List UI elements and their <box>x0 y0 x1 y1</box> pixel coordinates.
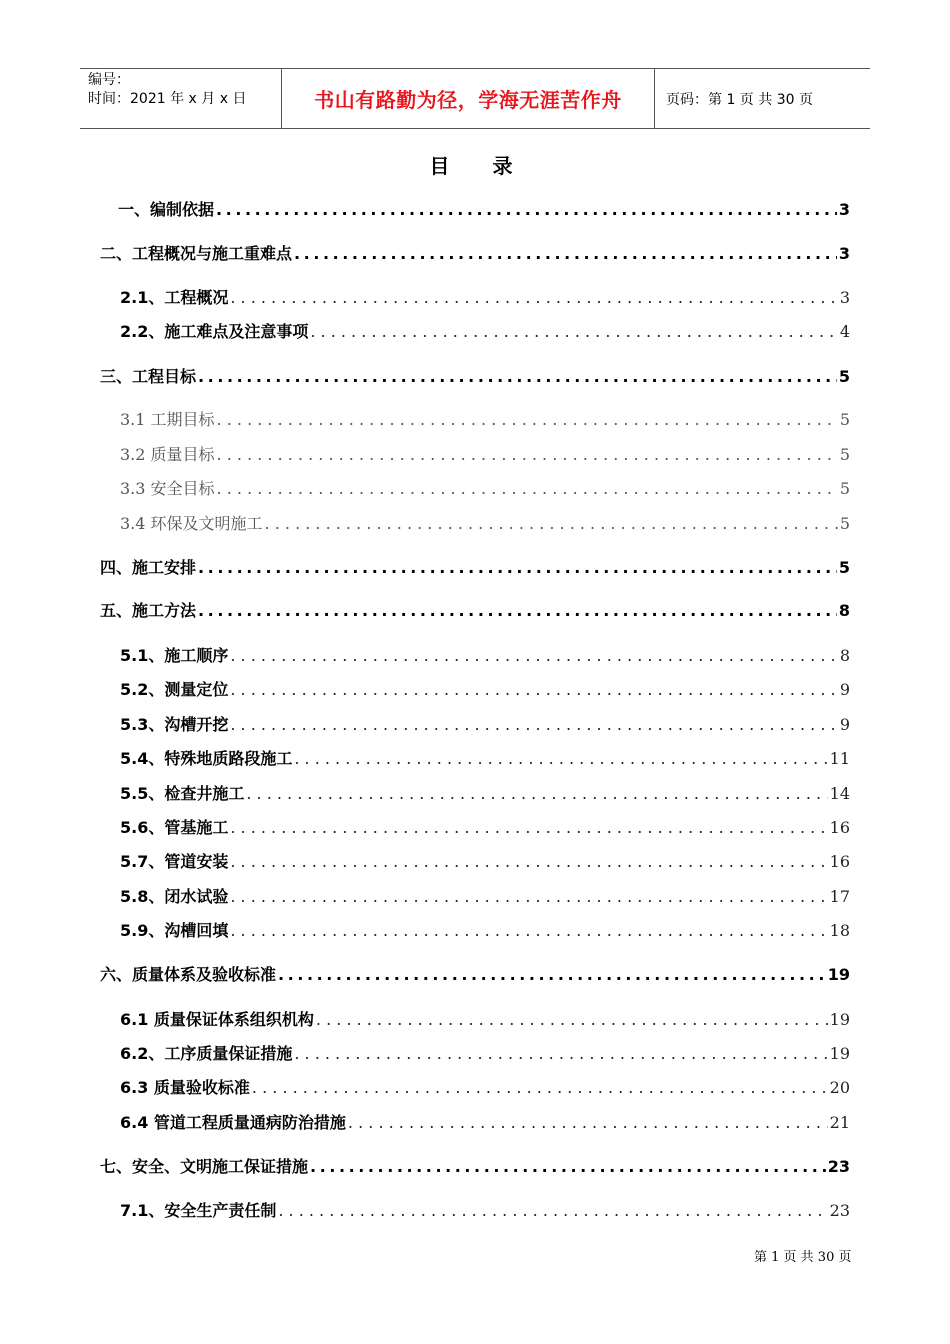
toc-entry[interactable] <box>120 919 850 943</box>
toc-leader <box>246 782 827 806</box>
toc-entry-page: 11 <box>829 749 850 768</box>
toc-entry[interactable] <box>120 1008 850 1032</box>
toc-entry[interactable] <box>120 1111 850 1135</box>
toc-entry-page: 4 <box>839 322 850 341</box>
toc-entry[interactable] <box>120 320 850 344</box>
toc-entry[interactable] <box>100 242 850 266</box>
toc-entry-page: 19 <box>829 1044 850 1063</box>
toc-entry-text: 3.4 环保及文明施工 <box>120 514 263 533</box>
toc-leader <box>265 512 838 536</box>
toc-entry-text: 3.2 质量目标 <box>120 445 215 464</box>
toc-entry-page: 8 <box>839 646 850 665</box>
toc-leader <box>216 198 837 222</box>
toc-entry-text: 3.3 安全目标 <box>120 479 215 498</box>
toc-entry[interactable] <box>120 678 850 702</box>
toc-title: 目 录 <box>429 154 531 178</box>
toc-leader <box>294 1042 827 1066</box>
toc-entry-page: 5 <box>839 479 850 498</box>
toc-entry-page: 9 <box>839 715 850 734</box>
toc-entry[interactable] <box>120 286 850 310</box>
toc-leader <box>230 816 827 840</box>
toc-entry[interactable] <box>120 1199 850 1223</box>
page-footer: 第 1 页 共 30 页 <box>754 1250 852 1265</box>
toc-entry[interactable] <box>100 365 850 389</box>
toc-entry-text: 5.5、检查井施工 <box>120 784 245 803</box>
header-page-info: 页码：第 1 页 共 30 页 <box>666 91 813 108</box>
toc-entry-page: 8 <box>838 601 850 620</box>
toc-entry-text: 5.1、施工顺序 <box>120 646 229 665</box>
toc-leader <box>230 713 837 737</box>
toc-leader <box>217 408 838 432</box>
toc-entry-text: 5.4、特殊地质路段施工 <box>120 749 293 768</box>
toc-entry[interactable] <box>120 816 850 840</box>
toc-entry-page: 5 <box>839 410 850 429</box>
toc-entry-page: 16 <box>829 852 850 871</box>
toc-entry-text: 6.4 管道工程质量通病防治措施 <box>120 1113 346 1132</box>
toc-leader <box>348 1111 828 1135</box>
toc-entry-page: 5 <box>838 367 850 386</box>
toc-entry-page: 23 <box>827 1157 850 1176</box>
toc-entry[interactable] <box>120 408 850 432</box>
toc-entry-page: 16 <box>829 818 850 837</box>
toc-entry[interactable] <box>120 443 850 467</box>
toc-entry[interactable] <box>120 885 850 909</box>
toc-entry-page: 19 <box>827 965 850 984</box>
toc-leader <box>198 556 837 580</box>
toc-entry-text: 七、安全、文明施工保证措施 <box>100 1157 309 1176</box>
toc-leader <box>230 678 837 702</box>
toc-entry-text: 5.2、测量定位 <box>120 680 229 699</box>
toc-entry[interactable] <box>120 713 850 737</box>
toc-leader <box>230 850 827 874</box>
toc-entry-page: 14 <box>829 784 850 803</box>
toc-entry[interactable] <box>120 850 850 874</box>
toc-leader <box>217 443 838 467</box>
toc-leader <box>310 320 837 344</box>
toc-entry[interactable] <box>120 644 850 668</box>
toc-leader <box>230 286 837 310</box>
toc-entry-text: 5.3、沟槽开挖 <box>120 715 229 734</box>
toc-entry-page: 3 <box>838 244 850 263</box>
toc-entry-page: 18 <box>829 921 850 940</box>
toc-entry[interactable] <box>100 599 850 623</box>
toc-entry-page: 9 <box>839 680 850 699</box>
toc-entry-page: 3 <box>839 288 850 307</box>
toc-entry-text: 5.6、管基施工 <box>120 818 229 837</box>
toc-entry-text: 五、施工方法 <box>100 601 197 620</box>
toc-entry-page: 19 <box>829 1010 850 1029</box>
toc-entry-text: 5.9、沟槽回填 <box>120 921 229 940</box>
toc-entry[interactable] <box>120 512 850 536</box>
toc-entry-text: 5.8、闭水试验 <box>120 887 229 906</box>
toc-leader <box>310 1155 826 1179</box>
toc-entry[interactable] <box>100 963 850 987</box>
time-label: 时间：2021 年 x 月 x 日 <box>88 91 247 107</box>
toc-entry-text: 四、施工安排 <box>100 558 197 577</box>
toc-entry[interactable] <box>120 1076 850 1100</box>
toc-leader <box>198 599 837 623</box>
toc-entry-text: 一、编制依据 <box>118 200 215 219</box>
toc-entry-text: 6.1 质量保证体系组织机构 <box>120 1010 314 1029</box>
toc-entry-text: 5.7、管道安装 <box>120 852 229 871</box>
toc-leader <box>278 1199 827 1223</box>
toc-entry[interactable] <box>118 198 850 222</box>
toc-entry-page: 3 <box>838 200 850 219</box>
toc-entry-page: 21 <box>829 1113 850 1132</box>
toc-entry-text: 6.2、工序质量保证措施 <box>120 1044 293 1063</box>
toc-leader <box>217 477 838 501</box>
toc-entry[interactable] <box>100 1155 850 1179</box>
page-header <box>80 68 870 129</box>
toc-entry-page: 5 <box>839 514 850 533</box>
toc-leader <box>294 242 837 266</box>
toc-leader <box>252 1076 828 1100</box>
number-label: 编号： <box>88 72 130 88</box>
toc-leader <box>316 1008 828 1032</box>
toc-entry-text: 二、工程概况与施工重难点 <box>100 244 293 263</box>
toc-entry-text: 六、质量体系及验收标准 <box>100 965 277 984</box>
toc-entry[interactable] <box>120 1042 850 1066</box>
toc-entry-text: 2.1、工程概况 <box>120 288 229 307</box>
toc-entry-page: 5 <box>839 445 850 464</box>
toc-entry-text: 6.3 质量验收标准 <box>120 1078 250 1097</box>
toc-leader <box>198 365 837 389</box>
toc-entry-page: 5 <box>838 558 850 577</box>
toc-entry[interactable] <box>120 747 850 771</box>
toc-entry-text: 三、工程目标 <box>100 367 197 386</box>
toc-entry-page: 17 <box>829 887 850 906</box>
header-info <box>88 71 246 109</box>
toc-entry-page: 20 <box>829 1078 850 1097</box>
toc-entry-text: 7.1、安全生产责任制 <box>120 1201 277 1220</box>
toc-leader <box>230 885 827 909</box>
toc-entry-page: 23 <box>829 1201 850 1220</box>
toc-entry-text: 2.2、施工难点及注意事项 <box>120 322 309 341</box>
header-motto: 书山有路勤为径，学海无涯苦作舟 <box>314 88 622 112</box>
toc-entry[interactable] <box>120 477 850 501</box>
toc-entry[interactable] <box>120 782 850 806</box>
toc-entry-text: 3.1 工期目标 <box>120 410 215 429</box>
toc-leader <box>278 963 826 987</box>
header-divider <box>654 69 655 128</box>
toc-entry[interactable] <box>100 556 850 580</box>
toc-leader <box>230 919 827 943</box>
toc-leader <box>230 644 837 668</box>
toc-leader <box>294 747 827 771</box>
